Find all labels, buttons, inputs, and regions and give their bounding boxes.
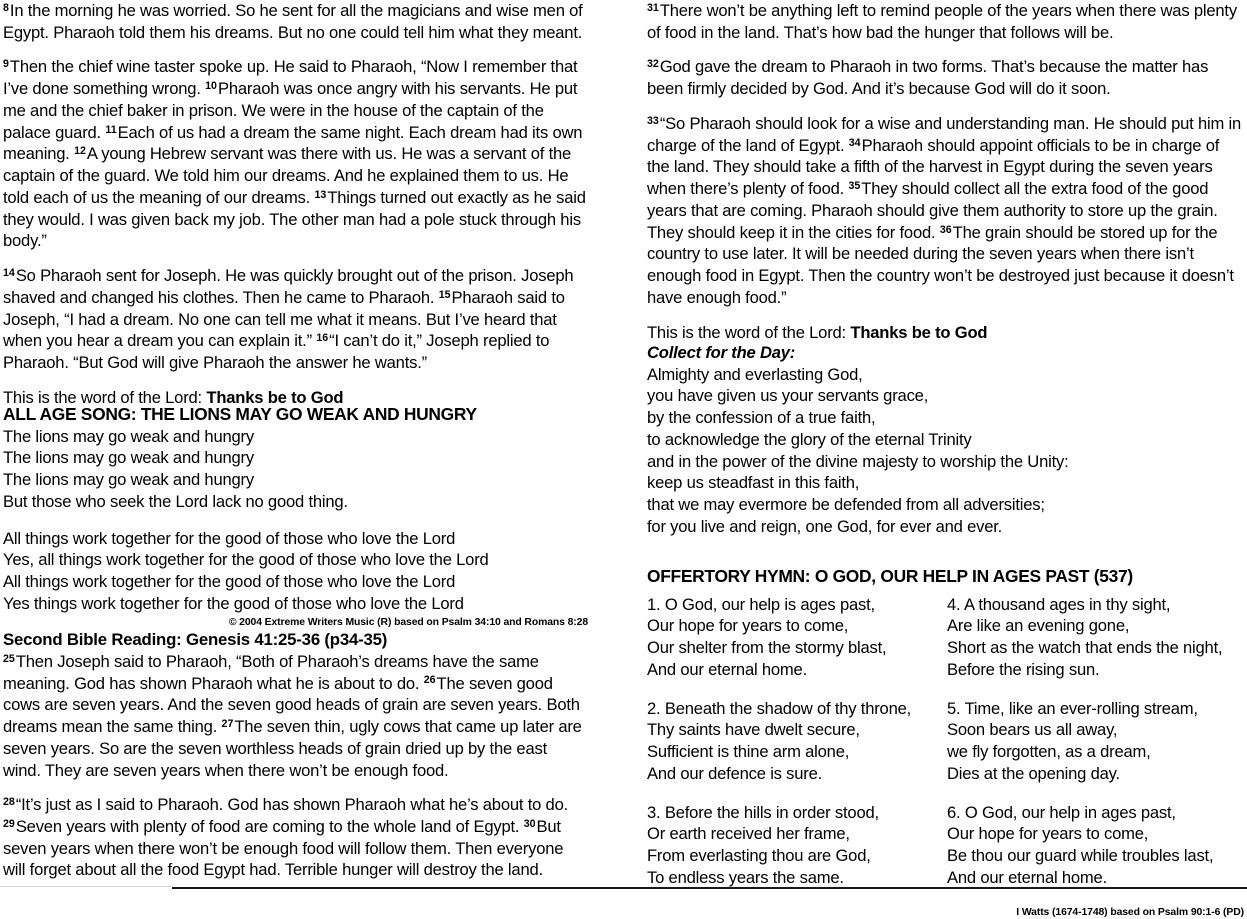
hymn-verse-number: 6. bbox=[947, 802, 961, 822]
hymn-verse bbox=[947, 802, 1244, 889]
scripture-paragraph bbox=[3, 651, 588, 781]
lyric-line: The lions may go weak and hungry bbox=[3, 426, 254, 446]
hymn-line: To endless years the same. bbox=[647, 867, 844, 887]
second-reading-block bbox=[3, 629, 588, 881]
verse-text: Things turned out exactly as he said they would. I was given back my job. The other man had a pole stuck through his body.” bbox=[3, 187, 586, 251]
offertory-hymn-block bbox=[647, 566, 1244, 918]
verse-number: 27 bbox=[221, 717, 234, 730]
hymn-verse bbox=[647, 594, 947, 681]
hymn-verse-number: 5. bbox=[947, 698, 961, 718]
collect-line: and in the power of the divine majesty to worship the Unity: bbox=[647, 451, 1069, 471]
congregation-response bbox=[647, 322, 1244, 344]
verse-number: 9 bbox=[3, 58, 9, 71]
verse-text: Each of us had a dream the same night. Each dream had its own meaning. bbox=[3, 122, 583, 164]
hymn-verse-number: 2. bbox=[647, 698, 661, 718]
hymn-line-text: Time, like an ever-rolling stream, bbox=[964, 698, 1198, 718]
collect-block bbox=[647, 342, 1244, 538]
hymn-line: Before the rising sun. bbox=[947, 659, 1100, 679]
song-copyright-credit: © 2004 Extreme Writers Music (R) based on Psalm 34:10 and Romans 8:28 bbox=[228, 616, 588, 628]
verse-text: A young Hebrew servant was there with us. He was a servant of the captain of the guard. We told him our dreams. And he explained them to us. He told each of us the meaning of our dreams. bbox=[3, 144, 572, 207]
hymn-line-text: Beneath the shadow of thy throne, bbox=[664, 698, 912, 718]
hymn-line: Our shelter from the stormy blast, bbox=[647, 638, 887, 658]
verse-text: “It’s just as I said to Pharaoh. God has shown Pharaoh what he’s about to do. bbox=[15, 795, 569, 815]
hymn-verse-first-line bbox=[647, 698, 947, 720]
hymn-line-text: A thousand ages in thy sight, bbox=[963, 594, 1171, 614]
scripture-paragraph bbox=[3, 56, 588, 252]
hymn-verse-first-line bbox=[947, 594, 1244, 616]
all-age-song-stanza-1 bbox=[3, 426, 588, 513]
verse-text: The seven good cows are seven years. And the seven good heads of grain are seven years. Both dreams mean the same thing. bbox=[3, 673, 580, 737]
stanza-spacer bbox=[3, 513, 588, 528]
hymn-line: Or earth received her frame, bbox=[647, 824, 850, 844]
scripture-paragraph bbox=[3, 0, 588, 43]
verse-text: The seven thin, ugly cows that came up later are seven years. So are the seven worthless heads of grain dried up by the east wind. They are seven years when there won’t be enough food. bbox=[3, 717, 582, 780]
verse-text: So Pharaoh sent for Joseph. He was quickly brought out of the prison. Joseph shaved and changed his clothes. Then he came to Pharaoh. bbox=[3, 266, 574, 307]
all-age-song-block bbox=[3, 404, 588, 629]
response-bold: Thanks be to God bbox=[206, 387, 344, 407]
verse-text: Seven years with plenty of food are coming to the whole land of Egypt. bbox=[15, 816, 520, 836]
collect-line: to acknowledge the glory of the eternal Trinity bbox=[647, 429, 972, 449]
collect-line: that we may evermore be defended from all adversities; bbox=[647, 495, 1045, 515]
hymn-verse bbox=[647, 698, 947, 785]
scripture-paragraph bbox=[647, 113, 1244, 309]
all-age-song-heading: ALL AGE SONG: THE LIONS MAY GO WEAK AND HUNGRY bbox=[3, 404, 477, 424]
verse-number: 25 bbox=[3, 652, 15, 665]
lyric-line: The lions may go weak and hungry bbox=[3, 448, 254, 468]
hymn-verse bbox=[947, 594, 1244, 681]
lyric-line: The lions may go weak and hungry bbox=[3, 470, 254, 490]
verse-text: God gave the dream to Pharaoh in two forms. That’s because the matter has been firmly decided by God. And it’s because God will do it soon. bbox=[647, 57, 1209, 99]
response-bold: Thanks be to God bbox=[850, 322, 988, 342]
hymn-line: And our eternal home. bbox=[947, 867, 1107, 887]
lyric-line: Yes things work together for the good of those who love the Lord bbox=[3, 593, 464, 613]
hymn-line: Soon bears us all away, bbox=[947, 720, 1118, 740]
verse-text: Then the chief wine taster spoke up. He said to Pharaoh, “Now I remember that I’ve done something wrong. bbox=[3, 57, 578, 99]
collect-line: by the confession of a true faith, bbox=[647, 408, 876, 428]
verse-number: 31 bbox=[647, 1, 659, 14]
verse-number: 36 bbox=[939, 223, 952, 236]
verse-number: 13 bbox=[314, 188, 327, 201]
hymn-line: And our defence is sure. bbox=[647, 763, 823, 783]
verse-text: They should collect all the extra food of the good years that are coming. Pharaoh should give them authority to store up the grain. They should keep it in the cities for food. bbox=[647, 179, 1218, 242]
hymn-verse-number: 4. bbox=[947, 594, 961, 614]
response-lead: This is the word of the Lord: bbox=[3, 387, 202, 407]
collect-line: keep us steadfast in this faith, bbox=[647, 473, 860, 493]
hymn-line: Be thou our guard while troubles last, bbox=[947, 846, 1214, 866]
hymn-verse-first-line bbox=[947, 698, 1244, 720]
hymn-line: Our hope for years to come, bbox=[647, 616, 849, 636]
verse-text: Pharaoh was once angry with his servants. He put me and the chief baker in prison. We were in the house of the captain of the palace guard. bbox=[3, 79, 578, 142]
response-lead: This is the word of the Lord: bbox=[647, 322, 846, 342]
hymn-attribution-credit: I Watts (1674-1748) based on Psalm 90:1-6 (PD) bbox=[1016, 906, 1244, 918]
footer-rule-faint bbox=[0, 886, 172, 887]
hymn-column-left bbox=[647, 594, 947, 889]
verse-number: 33 bbox=[647, 114, 659, 127]
hymn-line-text: O God, our help is ages past, bbox=[664, 594, 875, 614]
verse-text: In the morning he was worried. So he sent for all the magicians and wise men of Egypt. Pharaoh told them his dreams. But no one could tell him what they meant. bbox=[3, 1, 583, 42]
hymn-line: From everlasting thou are God, bbox=[647, 846, 871, 866]
hymn-verse-number: 3. bbox=[647, 802, 661, 822]
hymn-line-text: Before the hills in order stood, bbox=[664, 802, 879, 822]
verse-text: Pharaoh said to Joseph, “I had a dream. No one can tell me what it means. But I’ve heard that when you hear a dream you can explain it.” bbox=[3, 287, 565, 351]
hymn-line: we fly forgotten, as a dream, bbox=[947, 742, 1151, 762]
hymn-verse-first-line bbox=[947, 802, 1244, 824]
verse-text: Pharaoh should appoint officials to be in charge of the land. They should take a fifth of the harvest in Egypt during the seven years when there’s plenty of food. bbox=[647, 135, 1220, 199]
right-column bbox=[647, 0, 1244, 356]
verse-number: 15 bbox=[438, 288, 451, 301]
verse-text: “I can’t do it,” Joseph replied to Pharaoh. “But God will give Pharaoh the answer he wants.” bbox=[3, 331, 550, 373]
verse-number: 12 bbox=[74, 145, 86, 158]
hymn-line: Sufficient is thine arm alone, bbox=[647, 742, 850, 762]
verse-text: There won’t be anything left to remind people of the years when there was plenty of food in the land. That’s how bad the hunger that follows will be. bbox=[647, 1, 1237, 42]
scripture-paragraph bbox=[647, 56, 1244, 99]
collect-line: Almighty and everlasting God, bbox=[647, 364, 863, 384]
verse-number: 35 bbox=[848, 180, 861, 193]
hymn-verse bbox=[947, 698, 1244, 785]
verse-text: The grain should be stored up for the country to use later. It will be needed during the seven years when there isn’t enough food in Egypt. Then the country won’t be destroyed just because it doesn’t have enough food.” bbox=[647, 222, 1234, 307]
hymn-column-right bbox=[947, 594, 1244, 919]
all-age-song-stanza-2 bbox=[3, 528, 588, 615]
verse-number: 34 bbox=[848, 136, 861, 149]
lyric-line: All things work together for the good of those who love the Lord bbox=[3, 572, 456, 592]
collect-line: you have given us your servants grace, bbox=[647, 386, 929, 406]
verse-number: 8 bbox=[3, 1, 9, 14]
collect-line: for you live and reign, one God, for ever and ever. bbox=[647, 516, 1003, 536]
scripture-paragraph bbox=[3, 265, 588, 374]
verse-text: But seven years when there won’t be enough food will follow them. Then everyone will forget about all the food Egypt had. Terrible hunger will destroy the land. bbox=[3, 816, 564, 880]
verse-number: 14 bbox=[3, 266, 15, 279]
lyric-line: Yes, all things work together for the good of those who love the Lord bbox=[3, 550, 489, 570]
hymn-line: Thy saints have dwelt secure, bbox=[647, 720, 860, 740]
lyric-line: But those who seek the Lord lack no good thing. bbox=[3, 491, 348, 511]
footer-rule bbox=[172, 887, 1247, 889]
lyric-line: All things work together for the good of those who love the Lord bbox=[3, 528, 456, 548]
verse-number: 10 bbox=[205, 80, 217, 93]
offertory-hymn-heading: OFFERTORY HYMN: O GOD, OUR HELP IN AGES PAST (537) bbox=[647, 566, 1133, 586]
hymn-verse-number: 1. bbox=[647, 594, 661, 614]
collect-title: Collect for the Day: bbox=[647, 343, 796, 362]
hymn-line: Dies at the opening day. bbox=[947, 763, 1120, 783]
hymn-verse-columns bbox=[647, 594, 1244, 918]
hymn-line: And our eternal home. bbox=[647, 659, 807, 679]
verse-number: 16 bbox=[316, 332, 329, 345]
hymn-verse-first-line bbox=[647, 802, 947, 824]
verse-number: 32 bbox=[647, 58, 659, 71]
hymn-line: Are like an evening gone, bbox=[947, 616, 1130, 636]
verse-number: 29 bbox=[3, 817, 15, 830]
hymn-line: Our hope for years to come, bbox=[947, 824, 1149, 844]
verse-number: 26 bbox=[423, 674, 436, 687]
hymn-line-text: O God, our help in ages past, bbox=[964, 802, 1176, 822]
scripture-paragraph bbox=[3, 794, 588, 881]
verse-number: 11 bbox=[105, 123, 117, 136]
hymn-verse-first-line bbox=[647, 594, 947, 616]
hymn-line: Short as the watch that ends the night, bbox=[947, 638, 1223, 658]
verse-text: Then Joseph said to Pharaoh, “Both of Pharaoh’s dreams have the same meaning. God has shown Pharaoh what he is about to do. bbox=[3, 651, 539, 693]
second-reading-heading: Second Bible Reading: Genesis 41:25-36 (p34-35) bbox=[3, 630, 388, 649]
verse-number: 28 bbox=[3, 796, 15, 809]
verse-number: 30 bbox=[523, 817, 536, 830]
left-column bbox=[3, 0, 588, 421]
hymn-verse bbox=[647, 802, 947, 889]
scripture-paragraph bbox=[647, 0, 1244, 43]
verse-text: “So Pharaoh should look for a wise and understanding man. He should put him in charge of the land of Egypt. bbox=[647, 113, 1242, 155]
